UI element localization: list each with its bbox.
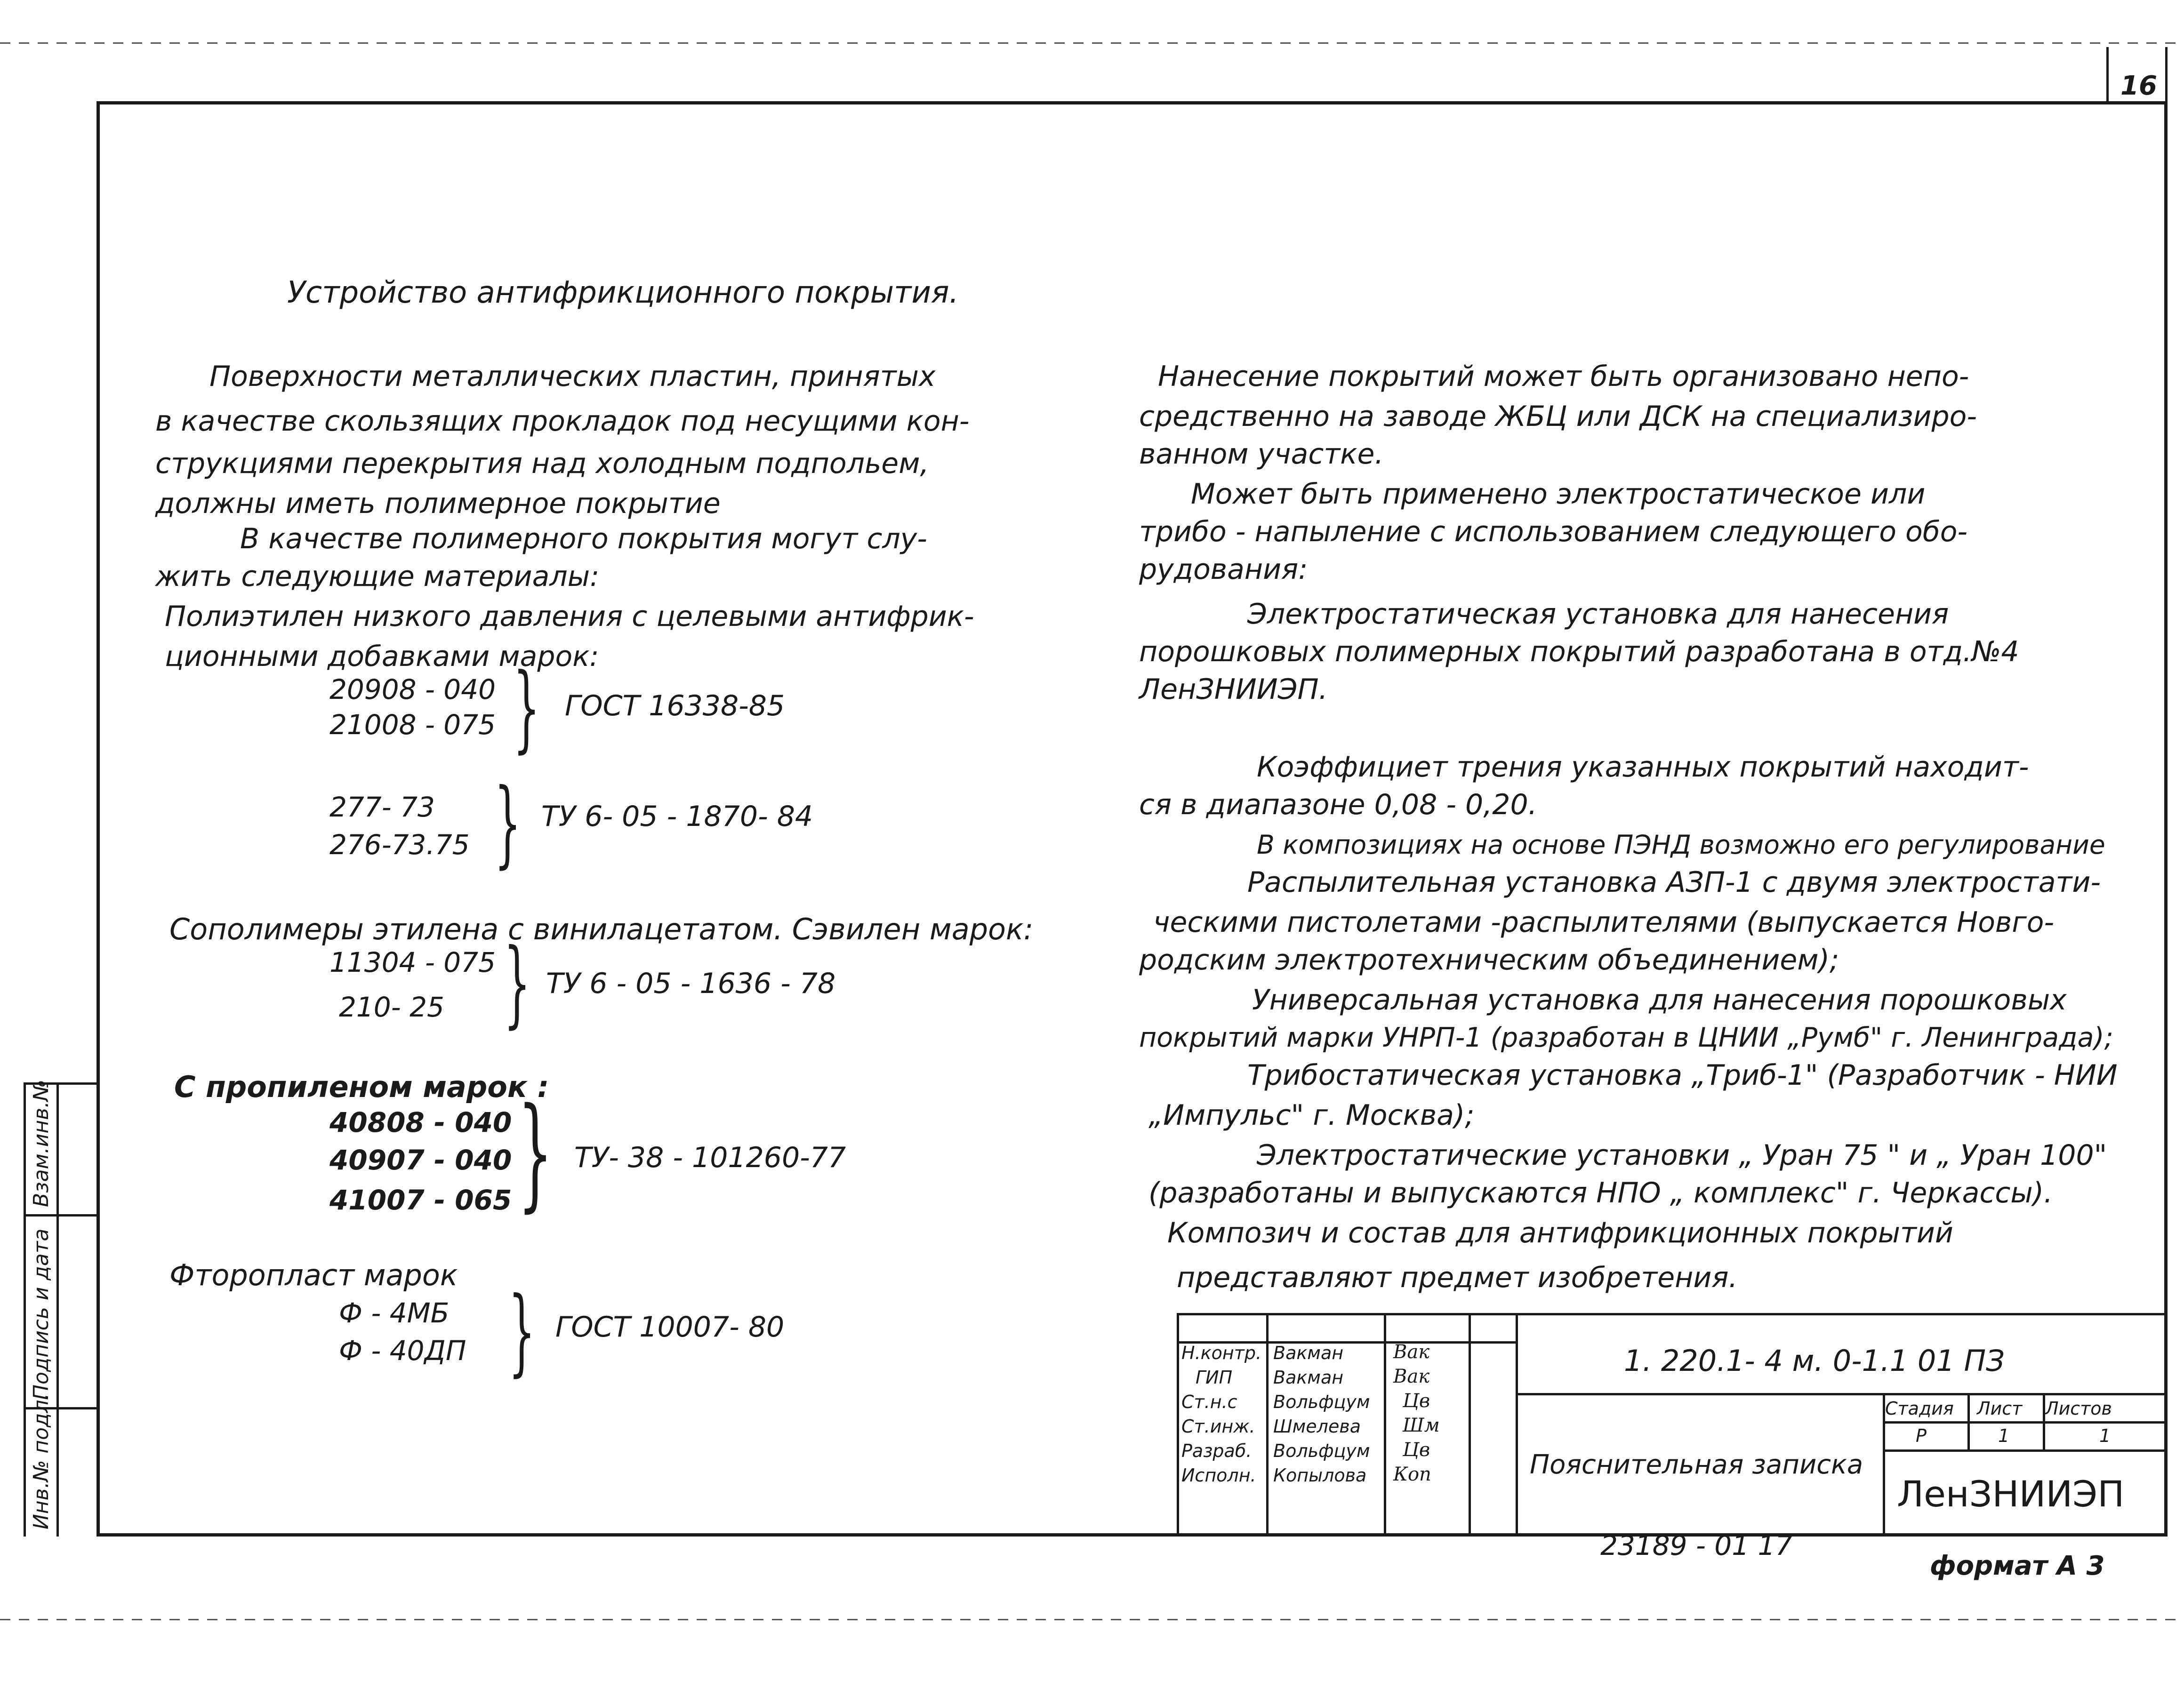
right-line-5: трибо - напыление с использованием следующего обо- (1139, 515, 1968, 548)
stamp-role-1: Н.контр. (1181, 1343, 1262, 1363)
stamp-signature-3: Цв (1403, 1390, 1430, 1412)
side-label-sign: Подпись и дата (29, 1228, 53, 1400)
stamp-row-sep-b (1516, 1393, 2168, 1395)
section-title: Устройство антифрикционного покрытия. (287, 275, 959, 310)
right-line-8: порошковых полимерных покрытий разработана в отд.№4 (1139, 635, 2019, 668)
stamp-left-line (1177, 1313, 1179, 1537)
right-line-2: средственно на заводе ЖБЦ или ДСК на специализиро- (1139, 400, 1977, 433)
group5-brace: } (508, 1277, 536, 1386)
group4-brace: } (518, 1082, 553, 1224)
stamp-name-1: Вакман (1273, 1343, 1344, 1363)
side-stamp-line-left (24, 1082, 26, 1537)
right-line-4: Может быть применено электростатическое или (1191, 478, 1926, 511)
right-line-19: Трибостатическая установка „Триб-1" (Разработчик - НИИ (1247, 1059, 2118, 1092)
stamp-col-date (1516, 1313, 1518, 1537)
copolymer-heading: Сополимеры этилена с винилацетатом. Сэвилен марок: (169, 912, 1034, 946)
left-line-6: жить следующие материалы: (155, 560, 600, 593)
stamp-role-6: Исполн. (1181, 1465, 1256, 1486)
stamp-sheets-value: 1 (2099, 1425, 2111, 1446)
group1-code-2: 21008 - 075 (329, 709, 496, 741)
right-line-6: рудования: (1139, 553, 1308, 586)
left-line-7: Полиэтилен низкого давления с целевыми антифрик- (165, 600, 974, 633)
left-line-8: ционными добавками марок: (165, 640, 599, 673)
side-label-inv: Инв.№ подл. (29, 1393, 53, 1529)
stamp-col-name (1384, 1313, 1386, 1537)
stamp-stage-label: Стадия (1885, 1398, 1954, 1419)
group2-standard: ТУ 6- 05 - 1870- 84 (541, 800, 813, 833)
right-line-9: ЛенЗНИИЭП. (1139, 673, 1328, 706)
stamp-role-4: Ст.инж. (1181, 1416, 1255, 1437)
group2-brace: } (494, 768, 522, 878)
stamp-signature-6: Коп (1393, 1464, 1431, 1485)
right-line-24: представляют предмет изобретения. (1177, 1261, 1738, 1294)
right-line-3: ванном участке. (1139, 438, 1384, 471)
group2-code-2: 276-73.75 (329, 829, 470, 861)
right-line-13: В композициях на основе ПЭНД возможно его регулирование (1257, 830, 2105, 860)
group1-brace: } (513, 653, 540, 763)
stamp-doc-title: Пояснительная записка (1530, 1449, 1863, 1480)
stamp-row-sep-c (1883, 1421, 2168, 1424)
stamp-name-3: Вольфцум (1273, 1392, 1370, 1412)
stamp-signature-5: Цв (1403, 1439, 1430, 1461)
stamp-doc-code: 1. 220.1- 4 м. 0-1.1 01 ПЗ (1624, 1344, 2005, 1378)
group3-brace: } (504, 929, 531, 1038)
right-line-17: Универсальная установка для нанесения порошковых (1252, 984, 2067, 1017)
side-stamp-sep-1 (24, 1214, 99, 1217)
sheet-format: формат А 3 (1930, 1551, 2105, 1581)
scan-edge-top (0, 42, 2184, 44)
propylene-heading: С пропиленом марок : (174, 1070, 549, 1104)
right-line-15: ческими пистолетами -распылителями (выпускается Новго- (1153, 906, 2055, 939)
stamp-name-4: Шмелева (1273, 1416, 1361, 1437)
left-line-2: в качестве скользящих прокладок под несущими кон- (155, 405, 970, 438)
right-line-18: покрытий марки УНРП-1 (разработан в ЦНИИ „Румб" г. Ленинграда); (1139, 1022, 2113, 1053)
group1-standard: ГОСТ 16338-85 (565, 689, 785, 722)
right-line-20: „Импульс" г. Москва); (1148, 1099, 1475, 1132)
stamp-organization: ЛенЗНИИЭП (1897, 1473, 2125, 1515)
left-line-3: струкциями перекрытия над холодным подпольем, (155, 447, 929, 480)
stamp-stage-value: Р (1916, 1425, 1927, 1446)
ftoroplast-heading: Фторопласт марок (169, 1258, 458, 1292)
scan-edge-bottom (0, 1619, 2184, 1620)
stamp-name-5: Вольфцум (1273, 1441, 1370, 1461)
right-line-12: ся в диапазоне 0,08 - 0,20. (1139, 788, 1537, 821)
stamp-name-6: Копылова (1273, 1465, 1367, 1486)
right-line-21: Электростатические установки „ Уран 75 " и „ Уран 100" (1257, 1139, 2107, 1172)
group2-code-1: 277- 73 (329, 791, 435, 823)
bottom-code: 23189 - 01 17 (1600, 1529, 1793, 1561)
right-line-14: Распылительная установка АЗП-1 с двумя электростати- (1247, 866, 2101, 899)
page-number-edge (2165, 47, 2168, 104)
group5-code-1: Ф - 4МБ (339, 1297, 450, 1329)
stamp-row-sep-d (1883, 1449, 2168, 1452)
stamp-col-sign (1469, 1313, 1471, 1537)
stamp-name-2: Вакман (1273, 1367, 1344, 1388)
stamp-sheet-value: 1 (1998, 1425, 2010, 1446)
right-line-11: Коэффициет трения указанных покрытий находит- (1257, 751, 2029, 784)
group3-standard: ТУ 6 - 05 - 1636 - 78 (546, 967, 836, 1000)
side-label-vzam: Взам.инв.№ (29, 1080, 53, 1207)
stamp-role-2: ГИП (1196, 1367, 1233, 1388)
right-line-7: Электростатическая установка для нанесения (1247, 598, 1949, 631)
stamp-signature-1: Вак (1393, 1341, 1430, 1363)
side-stamp-line-mid (56, 1082, 59, 1537)
stamp-col-role (1266, 1313, 1269, 1537)
stamp-sheets-label: Листов (2045, 1398, 2112, 1419)
group4-code-2: 40907 - 040 (329, 1144, 512, 1176)
group5-standard: ГОСТ 10007- 80 (555, 1311, 785, 1344)
page-number: 16 (2120, 71, 2157, 101)
page-number-divider (2106, 47, 2109, 104)
right-line-22: (разработаны и выпускаются НПО „ комплекс" г. Черкассы). (1148, 1177, 2053, 1209)
group4-standard: ТУ- 38 - 101260-77 (574, 1141, 846, 1174)
stamp-top-line (1177, 1313, 2168, 1315)
left-line-5: В качестве полимерного покрытия могут слу- (240, 522, 927, 555)
stamp-role-3: Ст.н.с (1181, 1392, 1237, 1412)
stamp-signature-4: Шм (1403, 1415, 1440, 1436)
right-line-16: родским электротехническим объединением); (1139, 944, 1839, 977)
left-line-4: должны иметь полимерное покрытие (155, 487, 721, 520)
right-line-1: Нанесение покрытий может быть организовано непо- (1158, 360, 1969, 393)
left-line-1: Поверхности металлических пластин, принятых (209, 360, 936, 393)
group1-code-1: 20908 - 040 (329, 673, 496, 705)
stamp-sheet-label: Лист (1977, 1398, 2023, 1419)
stamp-signature-2: Вак (1393, 1366, 1430, 1387)
group3-code-1: 11304 - 075 (329, 946, 496, 978)
right-line-23: Композич и состав для антифрикционных покрытий (1167, 1217, 1953, 1249)
group5-code-2: Ф - 40ДП (339, 1335, 466, 1367)
group3-code-2: 210- 25 (339, 991, 444, 1023)
stamp-role-5: Разраб. (1181, 1441, 1252, 1461)
group4-code-3: 41007 - 065 (329, 1184, 512, 1216)
group4-code-1: 40808 - 040 (329, 1106, 512, 1138)
